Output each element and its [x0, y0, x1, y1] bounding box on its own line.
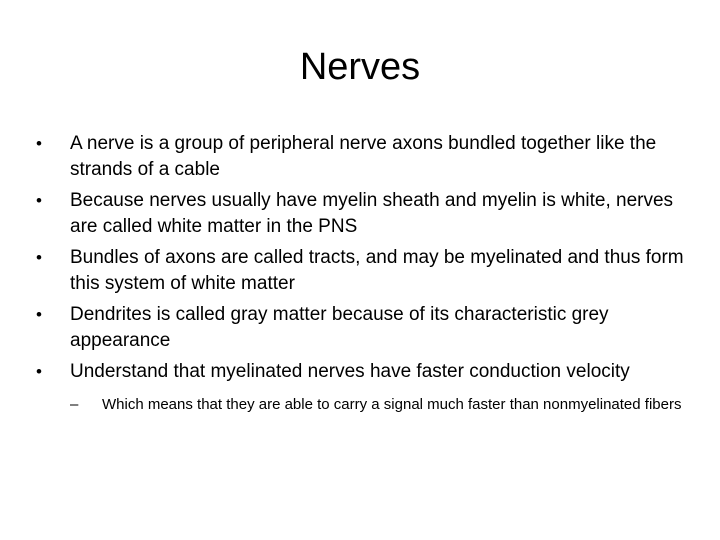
- bullet-text: A nerve is a group of peripheral nerve axons bundled together like the strands of a cable: [70, 133, 657, 180]
- sub-bullet-item: [70, 395, 696, 415]
- bullet-marker: •: [36, 362, 42, 381]
- bullet-item: [36, 131, 696, 183]
- bullet-text: Understand that myelinated nerves have faster conduction velocity: [70, 361, 630, 382]
- slide-title: Nerves: [299, 46, 421, 88]
- bullet-item: [36, 188, 696, 240]
- sub-bullet-list: [70, 395, 696, 415]
- bullet-item: [36, 302, 696, 354]
- sub-bullet-text: Which means that they are able to carry a signal much faster than nonmyelinated fibers: [102, 396, 682, 413]
- bullet-item: [36, 245, 696, 297]
- bullet-text: Because nerves usually have myelin sheath and myelin is white, nerves are called white matter in the PNS: [70, 190, 674, 237]
- bullet-text: Dendrites is called gray matter because of its characteristic grey appearance: [70, 304, 609, 351]
- bullet-item: [36, 359, 696, 415]
- bullet-marker: •: [36, 248, 42, 267]
- bullet-text: Bundles of axons are called tracts, and may be myelinated and thus form this system of white matter: [70, 247, 684, 294]
- sub-bullet-marker: –: [70, 396, 79, 413]
- bullet-marker: •: [36, 305, 42, 324]
- bullet-marker: •: [36, 191, 42, 210]
- bullet-marker: •: [36, 134, 42, 153]
- bullet-list: [36, 131, 696, 420]
